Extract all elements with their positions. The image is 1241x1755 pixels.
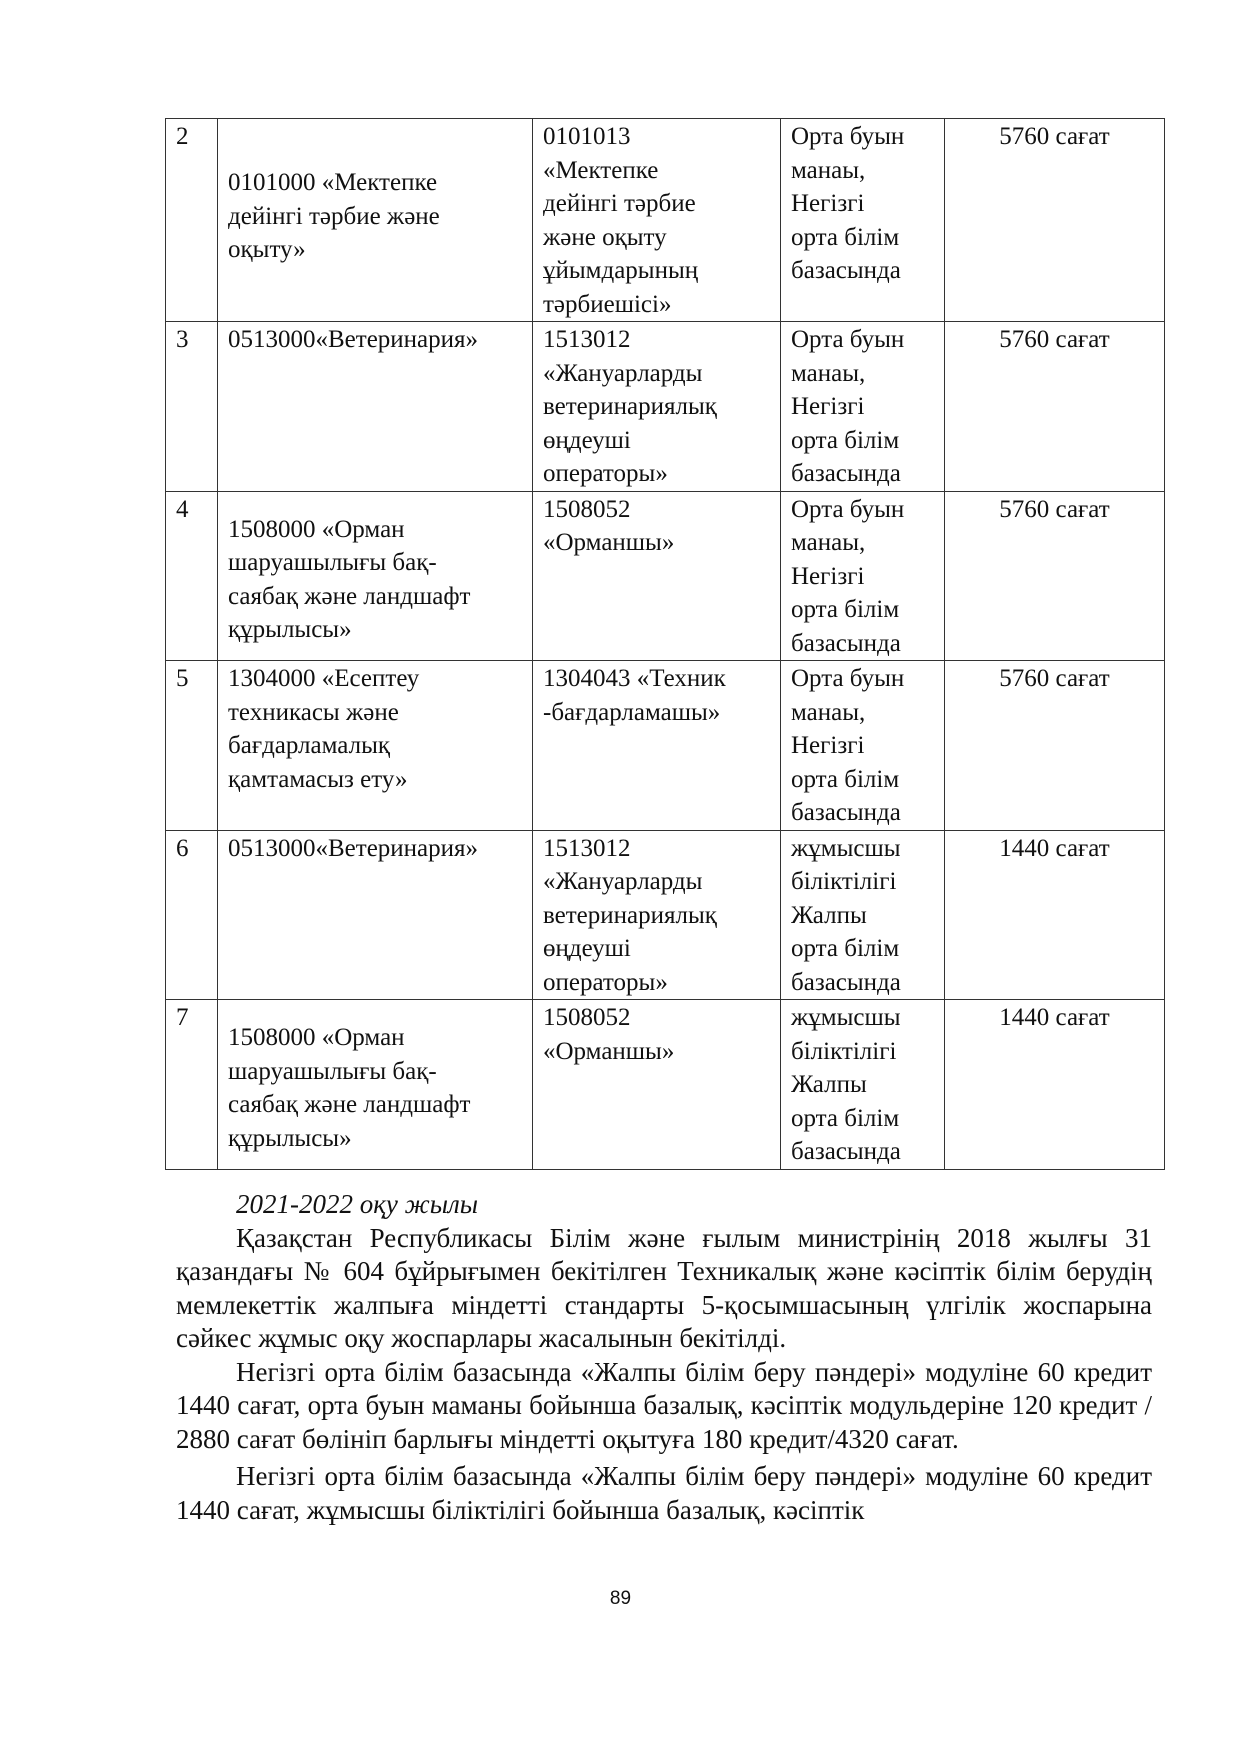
specialty-text: 1304000 «Есептеу техникасы және бағдарламалық қамтамасыз ету» [228, 665, 420, 793]
qualification-cell [533, 491, 781, 661]
specialty-text: 1508000 «Орман шаруашылығы бақ- саябақ және ландшафт құрылысы» [228, 1024, 471, 1152]
education-level-cell [781, 119, 945, 322]
education-level-text: Орта буын манаы, Негізгі орта білім базасында [791, 665, 905, 826]
table-row [166, 119, 1165, 322]
qualification-cell [533, 322, 781, 492]
education-level-text: Орта буын манаы, Негізгі орта білім базасында [791, 326, 905, 487]
paragraph: Негізгі орта білім базасында «Жалпы білім беру пәндері» модуліне 60 кредит 1440 сағат, орта буын маманы бойынша базалық, кәсіптік модульдеріне 120 кредит / 2880 сағат бөлініп барлығы міндетті оқытуға 180 кредит/4320 сағат. [176, 1356, 1152, 1454]
qualification-text: 0101013 «Мектепке дейінгі тәрбие және оқыту ұйымдарының тәрбиешісі» [543, 123, 699, 318]
education-level-text: Орта буын манаы, Негізгі орта білім базасында [791, 495, 905, 657]
qualification-text: 1513012 «Жануарларды ветеринариялық өңдеуші операторы» [543, 326, 717, 487]
specialty-cell [218, 322, 533, 492]
qualification-cell [533, 1000, 781, 1170]
specialty-cell [218, 491, 533, 661]
education-level-text: Орта буын манаы, Негізгі орта білім базасында [791, 123, 905, 284]
specialty-text: 1508000 «Орман шаруашылығы бақ- саябақ және ландшафт құрылысы» [228, 515, 471, 643]
qualification-text: 1513012 «Жануарларды ветеринариялық өңдеуші операторы» [543, 834, 717, 996]
body-text [176, 1188, 1152, 1527]
qualification-cell [533, 119, 781, 322]
specialty-text: 0513000«Ветеринария» [228, 326, 479, 353]
specialty-text: 0513000«Ветеринария» [228, 834, 479, 862]
specialty-cell [218, 830, 533, 1000]
paragraph: Негізгі орта білім базасында «Жалпы білім беру пәндері» модуліне 60 кредит 1440 сағат, жұмысшы біліктілігі бойынша базалық, кәсіптік [176, 1461, 1152, 1525]
table-row [166, 491, 1165, 661]
table-row [166, 322, 1165, 492]
education-level-text: жұмысшы біліктілігі Жалпы орта білім базасында [791, 1004, 901, 1165]
specialty-cell [218, 661, 533, 831]
row-number: 7 [166, 1000, 218, 1170]
qualification-text: 1508052 «Орманшы» [543, 1004, 675, 1065]
qualification-cell [533, 830, 781, 1000]
education-level-cell [781, 322, 945, 492]
row-number: 3 [166, 322, 218, 492]
education-level-cell [781, 491, 945, 661]
page-number: 89 [609, 1588, 632, 1609]
hours-cell: 1440 сағат [945, 1000, 1165, 1170]
qualification-text: 1304043 «Техник -бағдарламашы» [543, 665, 726, 726]
specialty-cell [218, 1000, 533, 1170]
education-level-cell [781, 661, 945, 831]
education-level-cell [781, 830, 945, 1000]
table-row [166, 1000, 1165, 1170]
qualification-text: 1508052 «Орманшы» [543, 495, 675, 556]
academic-year-heading: 2021-2022 оқу жылы [236, 1189, 479, 1219]
hours-cell: 5760 сағат [945, 661, 1165, 831]
row-number: 4 [166, 491, 218, 661]
curriculum-table [165, 118, 1165, 1170]
specialty-text: 0101000 «Мектепке дейінгі тәрбие және оқыту» [228, 169, 440, 263]
education-level-cell [781, 1000, 945, 1170]
paragraph: Қазақстан Республикасы Білім және ғылым министрінің 2018 жылғы 31 қазандағы № 604 бұйрығымен бекітілген Техникалық және кәсіптік білім берудің мемлекеттік жалпыға міндетті стандарты 5-қосымшасының үлгілік жоспарына сәйкес жұмыс оқу жоспарлары жасалынын бекітілді. [176, 1222, 1152, 1353]
table-row [166, 661, 1165, 831]
qualification-cell [533, 661, 781, 831]
specialty-cell [218, 119, 533, 322]
hours-cell: 5760 сағат [945, 322, 1165, 492]
hours-cell: 1440 сағат [945, 830, 1165, 1000]
hours-cell: 5760 сағат [945, 119, 1165, 322]
row-number: 6 [166, 830, 218, 1000]
row-number: 2 [166, 119, 218, 322]
education-level-text: жұмысшы біліктілігі Жалпы орта білім базасында [791, 834, 901, 996]
hours-cell: 5760 сағат [945, 491, 1165, 661]
row-number: 5 [166, 661, 218, 831]
table-row [166, 830, 1165, 1000]
